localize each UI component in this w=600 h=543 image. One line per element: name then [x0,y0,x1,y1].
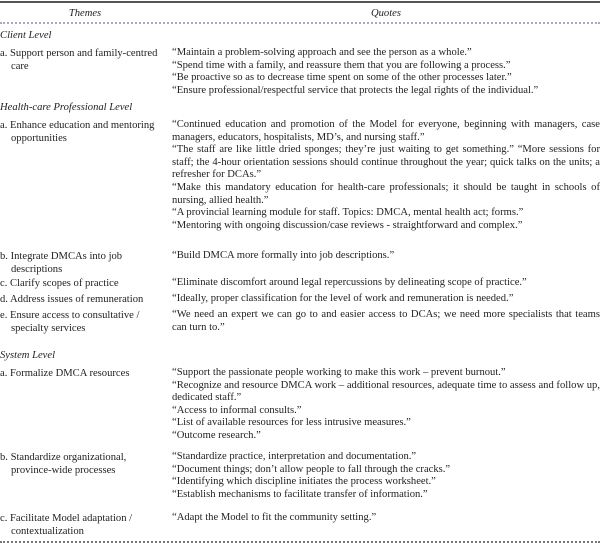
theme-cell: d. Address issues of remuneration [0,294,144,305]
quote: “Spend time with a family, and reassure them that you are following a process.” [172,59,511,71]
theme-cell: a. Support person and family-centred care [0,48,158,72]
quotes-cell [172,309,600,334]
header-themes: Themes [68,8,102,19]
theme-cell: b. Integrate DMCAs into job descriptions [0,251,123,275]
quote: “Recognize and resource DMCA work – additional resources, adequate time to assess and follow up, dedicated staff.” [172,379,600,404]
theme-cell: c. Clarify scopes of practice [0,278,119,289]
table-top-rule [0,1,600,3]
quote: “Ensure professional/respectful service that protects the legal rights of the individual.” [172,84,539,96]
theme-cell: b. Standardize organizational, province-wide processes [0,452,127,476]
theme-cell: a. Formalize DMCA resources [0,368,130,379]
section-title-health-care-professional-level: Health-care Professional Level [0,102,133,113]
theme-cell: a. Enhance education and mentoring opportunities [0,120,155,144]
quote: “The staff are like little dried sponges; they’re just waiting to get something.” “More sessions for staff; the 4-hour orientation sessions should continue throughout the year; quick talks on the units; a refresher for DCAs.” [172,144,600,181]
quote: “Maintain a problem-solving approach and see the person as a whole.” [172,47,472,58]
quote: “A provincial learning module for staff. Topics: DMCA, mental health act; forms.” [172,207,524,219]
quote: “Build DMCA more formally into job descriptions.” [172,250,395,261]
quote: “We need an expert we can go to and easier access to DCAs; we need more specialists that teams can turn to.” [172,309,600,333]
quote: “Support the passionate people working to make this work – prevent burnout.” [172,367,506,378]
quote: “Access to informal consults.” [172,404,302,416]
quotes-cell [172,47,600,97]
quote: “Document things; don’t allow people to fall through the cracks.” [172,463,451,475]
quotes-cell [172,119,600,232]
table-header-rule [0,22,600,24]
quote: “List of available resources for less intrusive measures.” [172,417,411,429]
quote: “Identifying which discipline initiates the process worksheet.” [172,476,436,488]
quotes-cell [172,512,600,525]
quote: “Establish mechanisms to facilitate transfer of information.” [172,488,428,500]
quote: “Mentoring with ongoing discussion/case reviews - straightforward and complex.” [172,219,523,231]
quote: “Eliminate discomfort around legal repercussions by delineating scope of practice.” [172,277,527,288]
quote: “Continued education and promotion of the Model for everyone, beginning with managers, case managers, educators, hospitalists, MD’s, and nursing staff.” [172,119,600,143]
theme-cell: c. Facilitate Model adaptation / contextualization [0,513,133,537]
section-title-system-level: System Level [0,350,56,361]
quotes-cell [172,293,600,306]
quote: “Be proactive so as to decrease time spent on some of the other processes later.” [172,72,512,84]
quotes-cell [172,367,600,443]
header-quotes: Quotes [370,8,401,19]
quote: “Outcome research.” [172,429,261,441]
quote: “Ideally, proper classification for the level of work and remuneration is needed.” [172,293,514,304]
theme-cell: e. Ensure access to consultative / specialty services [0,310,140,334]
section-title-client-level: Client Level [0,30,52,41]
quote: “Standardize practice, interpretation and documentation.” [172,451,417,462]
quotes-cell [172,451,600,501]
quote: “Make this mandatory education for health-care professionals; it should be taught in schools of nursing, allied health.” [172,181,600,206]
quote: “Adapt the Model to fit the community setting.” [172,512,377,523]
quotes-cell [172,277,600,290]
quotes-cell [172,250,600,263]
